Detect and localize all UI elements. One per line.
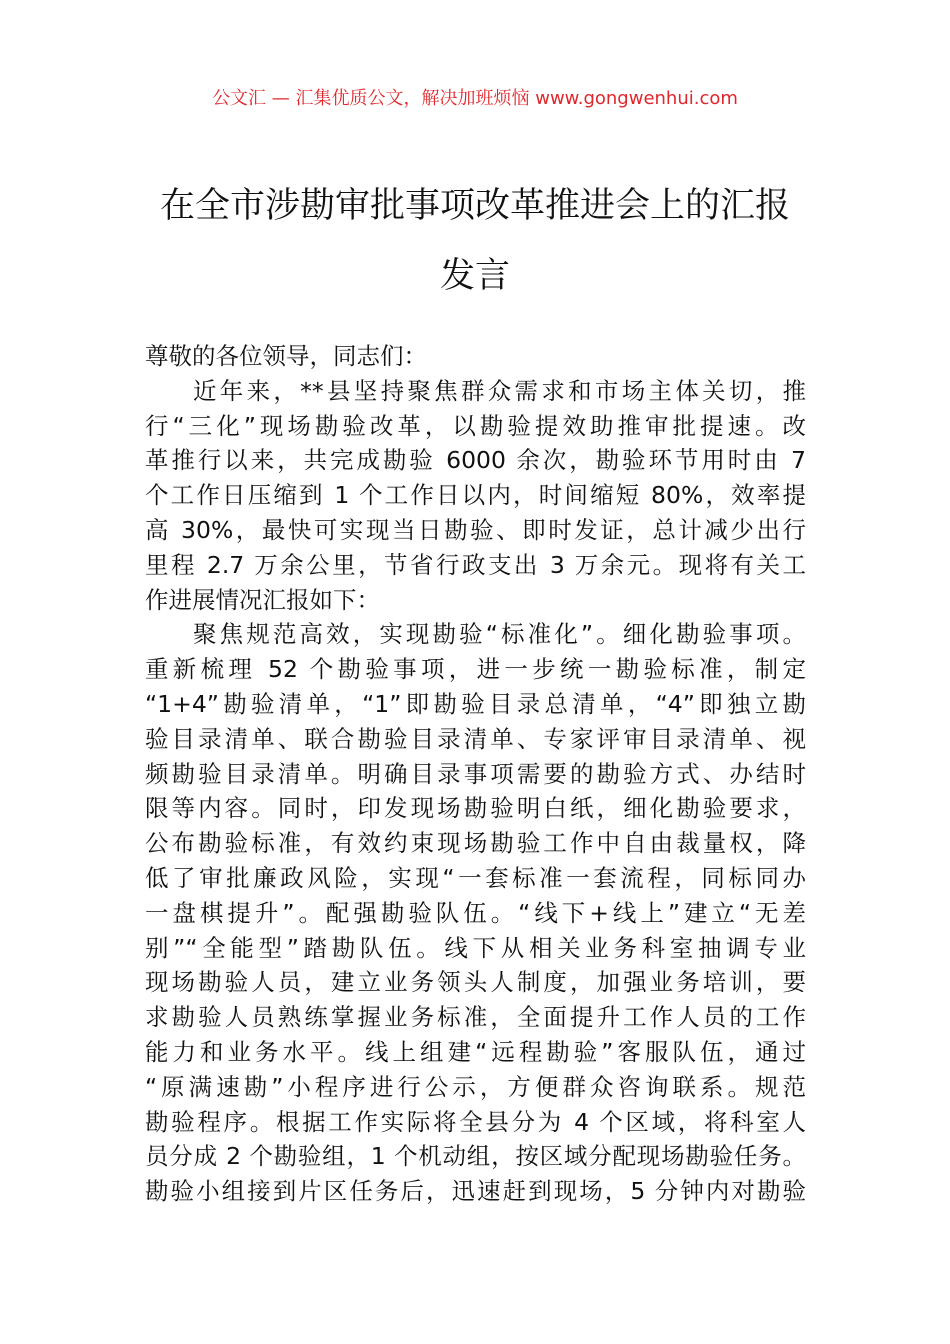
header-banner: 公文汇 — 汇集优质公文，解决加班烦恼 www.gongwenhui.com xyxy=(212,88,738,109)
text-line: 革推行以来，共完成勘验 6000 余次，勘验环节用时由 7 xyxy=(145,446,806,475)
text-line: 公布勘验标准，有效约束现场勘验工作中自由裁量权，降 xyxy=(145,829,806,858)
text-line: 员分成 2 个勘验组，1 个机动组，按区域分配现场勘验任务。 xyxy=(145,1142,806,1171)
text-line: 作进展情况汇报如下： xyxy=(145,585,380,614)
text-line: 勘验程序。根据工作实际将全县分为 4 个区域，将科室人 xyxy=(145,1107,806,1136)
text-line: 尊敬的各位领导，同志们： xyxy=(145,342,427,370)
text-line: 近年来，**县坚持聚焦群众需求和市场主体关切，推 xyxy=(193,376,806,405)
text-line: 行“三化”现场勘验改革，以勘验提效助推审批提速。改 xyxy=(145,411,806,440)
text-line: 聚焦规范高效，实现勘验“标准化”。细化勘验事项。 xyxy=(193,620,806,649)
document-title-line-1: 在全市涉勘审批事项改革推进会上的汇报 xyxy=(159,186,790,226)
text-line: “原满速勘”小程序进行公示，方便群众咨询联系。规范 xyxy=(145,1072,806,1101)
text-line: 求勘验人员熟练掌握业务标准，全面提升工作人员的工作 xyxy=(145,1003,806,1032)
text-line: 一盘棋提升”。配强勘验队伍。“线下+线上”建立“无差 xyxy=(145,898,806,927)
document-title-line-2: 发言 xyxy=(439,256,510,296)
document-body xyxy=(145,339,806,1209)
text-line: “1+4”勘验清单，“1”即勘验目录总清单，“4”即独立勘 xyxy=(145,689,806,718)
text-line: 里程 2.7 万余公里，节省行政支出 3 万余元。现将有关工 xyxy=(145,550,806,579)
text-line: 低了审批廉政风险，实现“一套标准一套流程，同标同办 xyxy=(145,863,806,892)
text-line: 频勘验目录清单。明确目录事项需要的勘验方式、办结时 xyxy=(145,759,806,788)
text-line: 个工作日压缩到 1 个工作日以内，时间缩短 80%，效率提 xyxy=(145,481,806,510)
text-line: 限等内容。同时，印发现场勘验明白纸，细化勘验要求， xyxy=(145,794,806,823)
text-line: 别”“全能型”踏勘队伍。线下从相关业务科室抽调专业 xyxy=(145,933,806,962)
text-line: 能力和业务水平。线上组建“远程勘验”客服队伍，通过 xyxy=(145,1037,806,1066)
text-line: 重新梳理 52 个勘验事项，进一步统一勘验标准，制定 xyxy=(145,655,806,684)
text-line: 验目录清单、联合勘验目录清单、专家评审目录清单、视 xyxy=(145,724,806,753)
text-line: 现场勘验人员，建立业务领头人制度，加强业务培训，要 xyxy=(145,968,806,997)
text-line: 高 30%，最快可实现当日勘验、即时发证，总计减少出行 xyxy=(145,515,806,544)
text-line: 勘验小组接到片区任务后，迅速赶到现场，5 分钟内对勘验 xyxy=(145,1177,806,1206)
